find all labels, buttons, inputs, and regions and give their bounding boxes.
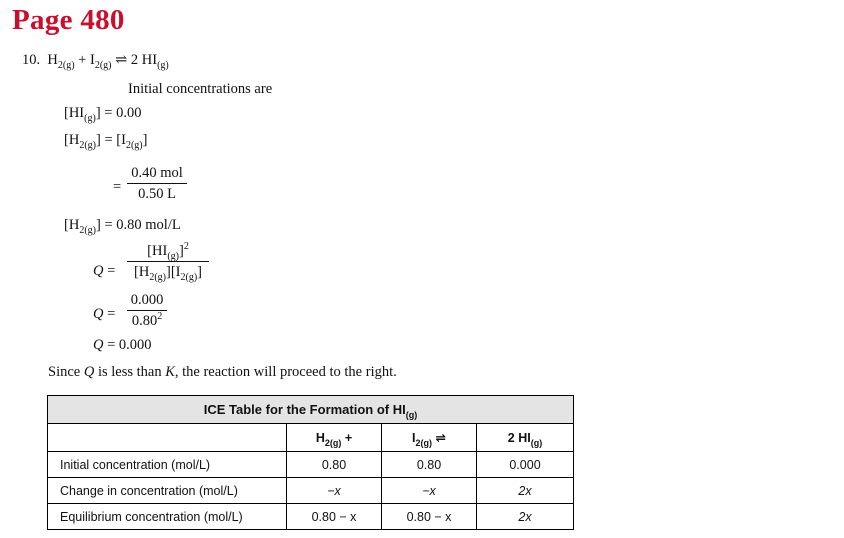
table-cell: 0.80 [382, 452, 477, 478]
ice-header-h2: $H_{2(g)}$ + [287, 424, 382, 452]
table-cell: 0.80 [287, 452, 382, 478]
table-row [48, 478, 574, 504]
q-substituted-fraction: 0.000 0.80$^2$ [127, 292, 167, 330]
table-cell: 2x [477, 478, 574, 504]
h2-value-line: $[H_{2(g)}] = 0.80$ mol/L [64, 217, 181, 236]
concentration-fraction: 0.40 mol 0.50 L [127, 165, 187, 203]
conclusion-text: Since Q is less than K, the reaction will proceed to the right. [48, 364, 397, 380]
ice-table [47, 395, 574, 530]
ice-table-caption: ICE Table for the Formation of $HI_{(g)}$ [48, 396, 574, 424]
frac1-equals: = [113, 179, 122, 195]
table-row [48, 504, 574, 530]
ice-header-hi: 2 $HI_{(g)}$ [477, 424, 574, 452]
h2-equals-i2-line: $[H_{2(g)}] = [I_{2(g)}]$ [64, 132, 148, 151]
q-expression-lhs: Q = [93, 263, 116, 279]
ice-table-header-row [48, 424, 574, 452]
table-row [48, 452, 574, 478]
ice-header-blank [48, 424, 287, 452]
row-label: Equilibrium concentration (mol/L) [48, 504, 287, 530]
table-cell: 0.000 [477, 452, 574, 478]
q-expression-fraction: $[HI_{(g)}]^2$ $[H_{2(g)}][I_{2(g)}]$ [127, 243, 209, 281]
table-cell: −x [382, 478, 477, 504]
table-cell: 0.80 − x [382, 504, 477, 530]
problem-equation: 10. $H_{2(g)} + I_{2(g)}$ ⇌ 2 $HI_{(g)}$ [22, 52, 169, 71]
page-title: Page 480 [12, 4, 125, 36]
equilibrium-arrow-icon: ⇌ [115, 52, 128, 68]
row-label: Initial concentration (mol/L) [48, 452, 287, 478]
intro-text: Initial concentrations are [128, 81, 273, 97]
q-result-line: Q = 0.000 [93, 337, 152, 353]
q-substituted-lhs: Q = [93, 306, 116, 322]
table-cell: −x [287, 478, 382, 504]
problem-number: 10. [22, 52, 41, 68]
table-cell: 2x [477, 504, 574, 530]
hi-initial-line: $[HI_{(g)}] = 0.00$ [64, 105, 142, 124]
row-label: Change in concentration (mol/L) [48, 478, 287, 504]
ice-table-caption-row [48, 396, 574, 424]
ice-header-i2: $I_{2(g)}$ ⇌ [382, 424, 477, 452]
table-cell: 0.80 − x [287, 504, 382, 530]
